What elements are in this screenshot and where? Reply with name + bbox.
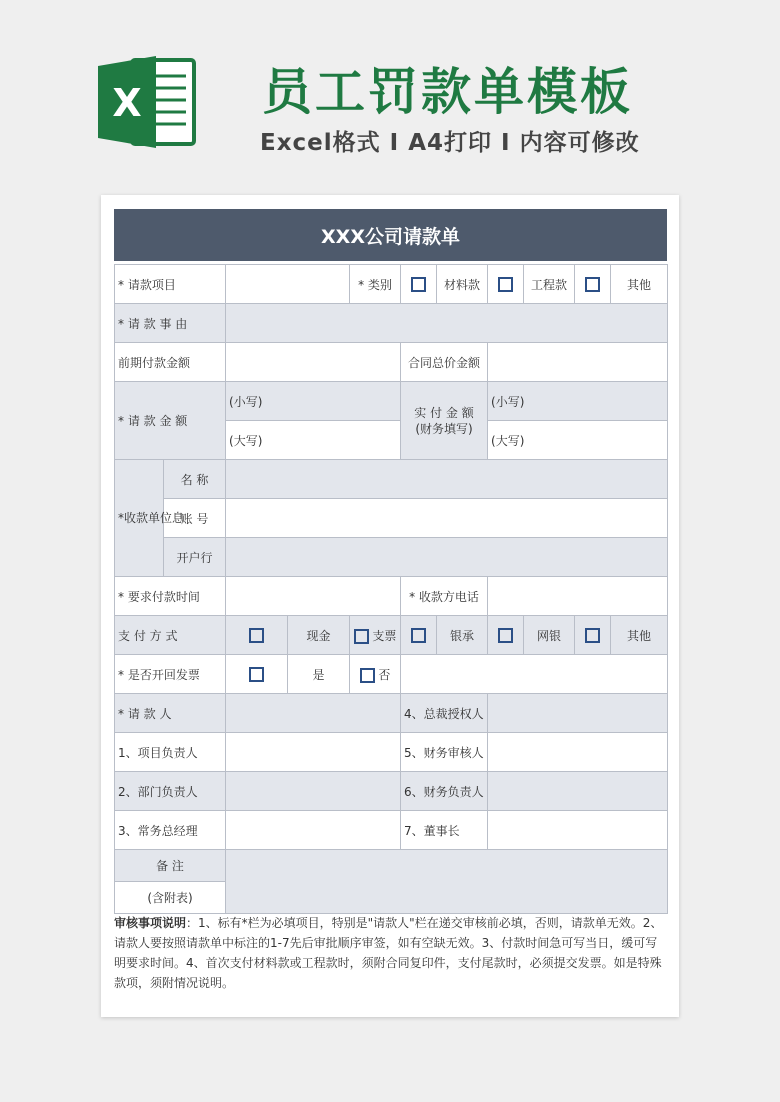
prepaid-label: 前期付款金额 — [115, 343, 226, 382]
checkbox-acceptance[interactable] — [411, 628, 426, 643]
actual-amount-note: (财务填写) — [415, 421, 473, 436]
row-signer-3 — [115, 772, 668, 811]
reason-field[interactable] — [226, 304, 668, 343]
signer-label-right: 5、财务审核人 — [401, 733, 488, 772]
amount-label: * 请 款 金 额 — [115, 382, 226, 460]
row-remark — [115, 850, 668, 882]
checkbox-engineering[interactable] — [498, 277, 513, 292]
pay-online-label: 网银 — [524, 616, 575, 655]
contract-total-label: 合同总价金额 — [401, 343, 488, 382]
row-pay-time — [115, 577, 668, 616]
remark-field[interactable] — [226, 850, 668, 914]
signer-label-left: 1、项目负责人 — [115, 733, 226, 772]
row-reason — [115, 304, 668, 343]
signer-label-right: 4、总裁授权人 — [401, 694, 488, 733]
logo-letter: X — [112, 81, 142, 125]
signer-field-left[interactable] — [226, 733, 401, 772]
category-label: * 类别 — [350, 265, 401, 304]
amount-small-field[interactable]: (小写) — [226, 382, 401, 421]
request-item-field[interactable] — [226, 265, 350, 304]
signer-field-right[interactable] — [488, 694, 668, 733]
checkbox-pay-other[interactable] — [585, 628, 600, 643]
row-signer-2 — [115, 733, 668, 772]
payee-account-label: 账 号 — [164, 499, 226, 538]
amount-large-field[interactable]: (大写) — [226, 421, 401, 460]
signer-label-right: 7、董事长 — [401, 811, 488, 850]
checkbox-invoice-no[interactable] — [360, 668, 375, 683]
payee-account-field[interactable] — [226, 499, 668, 538]
row-invoice — [115, 655, 668, 694]
signer-label-left: * 请 款 人 — [115, 694, 226, 733]
page-header — [0, 0, 780, 190]
actual-amount-label: 实 付 金 额 — [414, 405, 474, 420]
signer-field-right[interactable] — [488, 772, 668, 811]
pay-method-label: 支 付 方 式 — [115, 616, 226, 655]
prepaid-field[interactable] — [226, 343, 401, 382]
option-material: 材料款 — [437, 265, 488, 304]
pay-time-field[interactable] — [226, 577, 401, 616]
checkbox-check[interactable] — [354, 629, 369, 644]
checkbox-other[interactable] — [585, 277, 600, 292]
signer-label-right: 6、财务负责人 — [401, 772, 488, 811]
payee-bank-field[interactable] — [226, 538, 668, 577]
row-signer-4 — [115, 811, 668, 850]
notes-text: ：1、标有*栏为必填项目，特别是"请款人"栏在递交审核前必填，否则，请款单无效。2、请款人要按照请款单中标注的1-7先后审批顺序审签，如有空缺无效。3、付款时间急可写当日，缓可写明要求时间。4、首次支付材料款或工程款时，须附合同复印件，支付尾款时，必须提交发票。如是特殊款项，须附情况说明。 — [114, 916, 663, 990]
row-signer-1 — [115, 694, 668, 733]
pay-check-label: 支票 — [372, 628, 397, 643]
payee-phone-field[interactable] — [488, 577, 668, 616]
payee-label: *收款单位息 — [115, 460, 164, 577]
remark-label: 备 注 — [115, 850, 226, 882]
remark-attach-label: (含附表) — [115, 882, 226, 914]
signer-label-left: 3、常务总经理 — [115, 811, 226, 850]
form-title: XXX公司请款单 — [114, 209, 667, 261]
payee-name-label: 名 称 — [164, 460, 226, 499]
row-prepaid — [115, 343, 668, 382]
option-other: 其他 — [611, 265, 668, 304]
pay-cash-label: 现金 — [288, 616, 350, 655]
row-payee-account — [115, 499, 668, 538]
page-subtitle: Excel格式 I A4打印 I 内容可修改 — [260, 130, 640, 156]
pay-acceptance-label: 银承 — [437, 616, 488, 655]
checkbox-material[interactable] — [411, 277, 426, 292]
contract-total-field[interactable] — [488, 343, 668, 382]
invoice-yes-label: 是 — [288, 655, 350, 694]
pay-other-label: 其他 — [611, 616, 668, 655]
row-payee-bank — [115, 538, 668, 577]
row-amount-small — [115, 382, 668, 421]
payee-name-field[interactable] — [226, 460, 668, 499]
checkbox-online[interactable] — [498, 628, 513, 643]
checkbox-invoice-yes[interactable] — [249, 667, 264, 682]
signer-field-left[interactable] — [226, 811, 401, 850]
payee-phone-label: * 收款方电话 — [401, 577, 488, 616]
payee-bank-label: 开户行 — [164, 538, 226, 577]
signer-field-right[interactable] — [488, 811, 668, 850]
notes-heading: 审核事项说明 — [114, 916, 187, 930]
row-request-item — [115, 265, 668, 304]
payment-request-form — [114, 264, 668, 914]
row-payee-name — [115, 460, 668, 499]
invoice-no-label: 否 — [378, 667, 391, 682]
actual-small-field[interactable]: (小写) — [488, 382, 668, 421]
pay-time-label: * 要求付款时间 — [115, 577, 226, 616]
request-item-label: * 请款项目 — [115, 265, 226, 304]
invoice-blank — [401, 655, 668, 694]
page-title: 员工罚款单模板 — [262, 63, 633, 121]
review-notes — [114, 913, 667, 993]
signer-field-left[interactable] — [226, 772, 401, 811]
checkbox-cash[interactable] — [249, 628, 264, 643]
option-engineering: 工程款 — [524, 265, 575, 304]
signer-label-left: 2、部门负责人 — [115, 772, 226, 811]
excel-logo-icon — [98, 56, 198, 148]
row-pay-method — [115, 616, 668, 655]
reason-label: * 请 款 事 由 — [115, 304, 226, 343]
invoice-label: * 是否开回发票 — [115, 655, 226, 694]
actual-large-field[interactable]: (大写) — [488, 421, 668, 460]
signer-field-right[interactable] — [488, 733, 668, 772]
signer-field-left[interactable] — [226, 694, 401, 733]
